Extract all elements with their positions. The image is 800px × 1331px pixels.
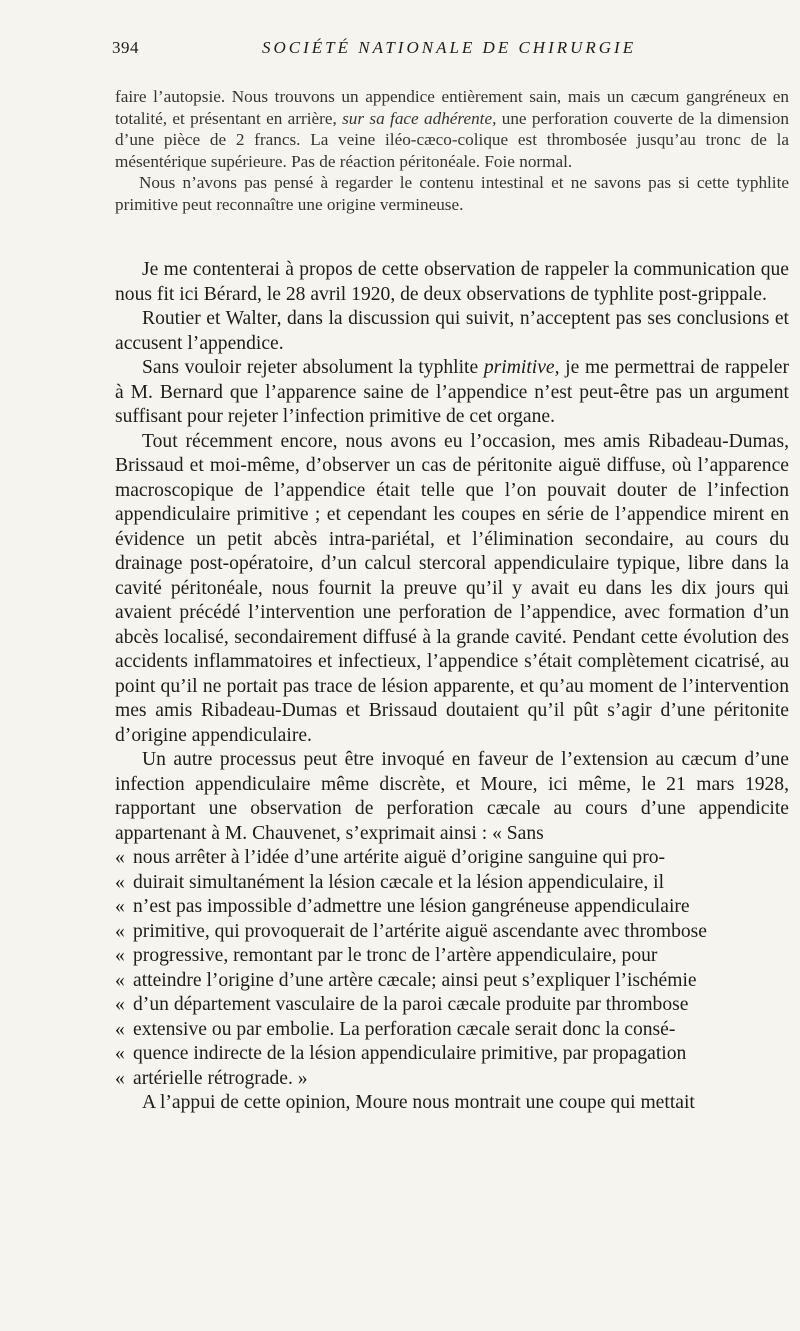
quote-line: « artérielle rétrograde. » bbox=[115, 1067, 308, 1089]
quote-line: « duirait simultanément la lésion cæcale et la lésion appendiculaire, il bbox=[115, 871, 665, 893]
quote-line: « progressive, remontant par le tronc de l’artère appendiculaire, pour bbox=[115, 945, 658, 966]
quote-line: « primitive, qui provoquerait de l’artérite aiguë ascendante avec thrombose bbox=[115, 920, 707, 942]
autopsy-paragraph-1: faire l’autopsie. Nous trouvons un appendice entièrement sain, mais un cæcum gangréneux en totalité, et présentant en arrière, sur sa face adhérente, une perforation couverte de la dimension d’une pièce de 2 francs. La veine iléo-cæco-colique est thrombosée jusqu’au tronc de la mésentérique supérieure. Pas de réaction péritonéale. Foie normal. bbox=[115, 87, 789, 171]
paragraph-2: Routier et Walter, dans la discussion qui suivit, n’acceptent pas ses conclusions et accusent l’appendice. bbox=[115, 308, 789, 354]
quotation-block bbox=[115, 846, 789, 1091]
quote-line: « quence indirecte de la lésion appendiculaire primitive, par propagation bbox=[115, 1043, 687, 1064]
quote-line: « atteindre l’origine d’une artère cæcale; ainsi peut s’expliquer l’ischémie bbox=[115, 969, 697, 991]
quote-line: « extensive ou par embolie. La perforation cæcale serait donc la consé- bbox=[115, 1018, 676, 1040]
quote-line: « n’est pas impossible d’admettre une lésion gangréneuse appendiculaire bbox=[115, 896, 690, 917]
italic-word-primitive: primitive, bbox=[483, 357, 560, 378]
main-text bbox=[115, 258, 789, 1116]
paragraph-4: Tout récemment encore, nous avons eu l’occasion, mes amis Ribadeau-Dumas, Brissaud et moi-même, d’observer un cas de péritonite aiguë diffuse, où l’apparence macroscopique de l’appendice était telle que l’on pouvait douter de l’infection appendiculaire primitive ; et cependant les coupes en série de l’appendice mirent en évidence un petit abcès intra-pariétal, et l’élimination secondaire, au cours du drainage post-opératoire, d’un calcul stercoral appendiculaire typique, libre dans la cavité péritonéale, nous fournit la preuve qu’il y avait eu dans les dix jours qui avaient précédé l’intervention une perforation de l’appendice, avec formation d’un abcès localisé, secondairement diffusé à la grande cavité. Pendant cette évolution des accidents inflammatoires et infectieux, l’appendice s’était complètement cicatrisé, au point qu’il ne portait pas trace de lésion apparente, et qu’au moment de l’intervention mes amis Ribadeau-Dumas et Brissaud doutaient qu’il pût s’agir d’une péritonite d’origine appendiculaire. bbox=[115, 430, 789, 746]
quote-line: « d’un département vasculaire de la paroi cæcale produite par thrombose bbox=[115, 994, 689, 1015]
autopsy-paragraph-2: Nous n’avons pas pensé à regarder le contenu intestinal et ne savons pas si cette typhlite primitive peut reconnaître une origine vermineuse. bbox=[115, 173, 789, 214]
page-number: 394 bbox=[112, 38, 139, 57]
paragraph-1: Je me contenterai à propos de cette observation de rappeler la communication que nous fit ici Bérard, le 28 avril 1920, de deux observations de typhlite post-grippale. bbox=[115, 259, 789, 305]
italic-phrase: sur sa face adhérente, bbox=[342, 108, 497, 128]
quote-line: « nous arrêter à l’idée d’une artérite aiguë d’origine sanguine qui pro- bbox=[115, 847, 666, 868]
paragraph-5: Un autre processus peut être invoqué en faveur de l’extension au cæcum d’une infection appendiculaire même discrète, et Moure, ici même, le 21 mars 1928, rapportant une observation de perforation cæcale au cours d’une appendicite appartenant à M. Chauvenet, s’exprimait ainsi : « Sans bbox=[115, 749, 789, 844]
paragraph-3: Sans vouloir rejeter absolument la typhlite primitive, je me permettrai de rappeler à M. Bernard que l’apparence saine de l’appendice n’est peut-être pas un argument suffisant pour rejeter l’infection primitive de cet organe. bbox=[115, 357, 789, 427]
paragraph-6: A l’appui de cette opinion, Moure nous montrait une coupe qui mettait bbox=[142, 1092, 695, 1113]
running-title: SOCIÉTÉ NATIONALE DE CHIRURGIE bbox=[262, 38, 637, 57]
autopsy-note bbox=[115, 86, 789, 216]
